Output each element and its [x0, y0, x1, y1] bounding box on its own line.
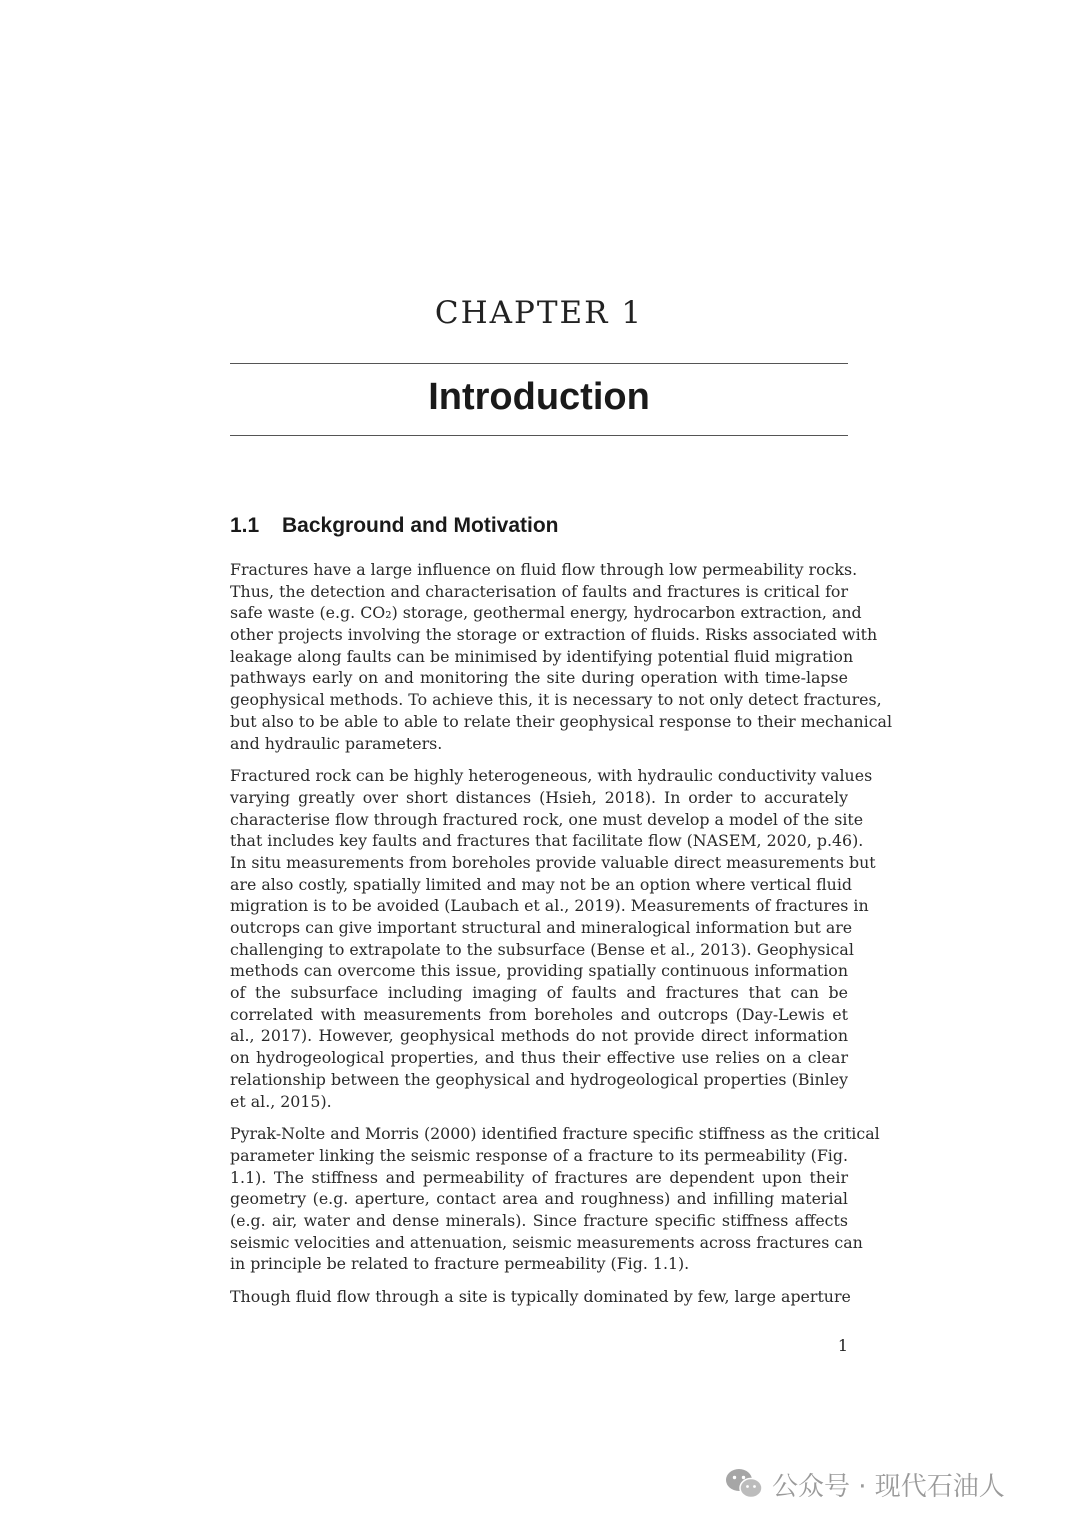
- chapter-title: Introduction: [428, 376, 650, 418]
- text-line: seismic velocities and attenuation, seismic measurements across fractures can: [230, 1232, 863, 1252]
- text-line: on hydrogeological properties, and thus their effective use relies on a clear: [230, 1048, 848, 1068]
- watermark-text: 公众号 · 现代石油人: [772, 1471, 1005, 1502]
- paragraph: [230, 765, 876, 1112]
- text-line: leakage along faults can be minimised by identifying potential fluid migration: [230, 646, 854, 666]
- text-line: migration is to be avoided (Laubach et al., 2019). Measurements of fractures in: [230, 896, 869, 916]
- text-line: safe waste (e.g. CO₂) storage, geothermal energy, hydrocarbon extraction, and: [230, 603, 862, 623]
- paragraph: [230, 559, 893, 754]
- paragraph: [230, 1286, 851, 1308]
- text-line: parameter linking the seismic response of a fracture to its permeability (Fig.: [230, 1145, 848, 1165]
- text-line: Thus, the detection and characterisation of faults and fractures is critical for: [230, 581, 848, 601]
- section-number: 1.1: [230, 514, 260, 537]
- text-line: that includes key faults and fractures that facilitate flow (NASEM, 2020, p.46).: [230, 831, 864, 851]
- text-line: (e.g. air, water and dense minerals). Since fracture specific stiffness affects: [230, 1210, 848, 1230]
- section-heading: [230, 514, 559, 538]
- wechat-icon: [724, 1467, 764, 1501]
- text-line: varying greatly over short distances (Hsieh, 2018). In order to accurately: [230, 787, 848, 807]
- text-line: challenging to extrapolate to the subsurface (Bense et al., 2013). Geophysical: [230, 939, 854, 959]
- text-line: pathways early on and monitoring the site during operation with time-lapse: [230, 668, 848, 688]
- text-line: characterise flow through fractured rock, one must develop a model of the site: [230, 809, 864, 829]
- text-line: 1.1). The stiffness and permeability of fractures are dependent upon their: [230, 1167, 848, 1187]
- chapter-top-rule: [230, 363, 848, 364]
- text-line: methods can overcome this issue, providing spatially continuous information: [230, 961, 848, 981]
- text-line: et al., 2015).: [230, 1091, 332, 1111]
- text-line: outcrops can give important structural and mineralogical information but are: [230, 918, 853, 937]
- text-line: al., 2017). However, geophysical methods do not provide direct information: [230, 1026, 848, 1046]
- text-line: other projects involving the storage or extraction of fluids. Risks associated with: [230, 625, 878, 645]
- page-number: 1: [837, 1336, 848, 1355]
- text-line: of the subsurface including imaging of faults and fractures that can be: [230, 983, 848, 1003]
- chapter-bottom-rule: [230, 435, 848, 436]
- text-line: Fractures have a large influence on fluid flow through low permeability rocks.: [230, 560, 858, 579]
- body-text: [230, 559, 893, 1319]
- text-line: and hydraulic parameters.: [230, 733, 443, 753]
- text-line: geophysical methods. To achieve this, it is necessary to not only detect fractures,: [230, 690, 882, 710]
- paragraph: [230, 1123, 880, 1275]
- chapter-label: CHAPTER 1: [434, 295, 644, 331]
- text-line: are also costly, spatially limited and may not be an option where vertical fluid: [230, 874, 853, 894]
- text-line: geometry (e.g. aperture, contact area and roughness) and infilling material: [230, 1189, 848, 1209]
- text-line: Though fluid flow through a site is typically dominated by few, large aperture: [230, 1287, 851, 1306]
- text-line: Fractured rock can be highly heterogeneous, with hydraulic conductivity values: [230, 766, 873, 786]
- text-line: in principle be related to fracture permeability (Fig. 1.1).: [230, 1254, 690, 1274]
- section-title: Background and Motivation: [282, 514, 559, 537]
- text-line: Pyrak-Nolte and Morris (2000) identified fracture specific stiffness as the critical: [230, 1124, 880, 1144]
- text-line: relationship between the geophysical and hydrogeological properties (Binley: [230, 1069, 848, 1089]
- text-line: In situ measurements from boreholes provide valuable direct measurements but: [230, 852, 876, 872]
- text-line: but also to be able to able to relate their geophysical response to their mechanical: [230, 711, 893, 731]
- watermark: [724, 1462, 1005, 1506]
- text-line: correlated with measurements from boreholes and outcrops (Day-Lewis et: [230, 1004, 848, 1024]
